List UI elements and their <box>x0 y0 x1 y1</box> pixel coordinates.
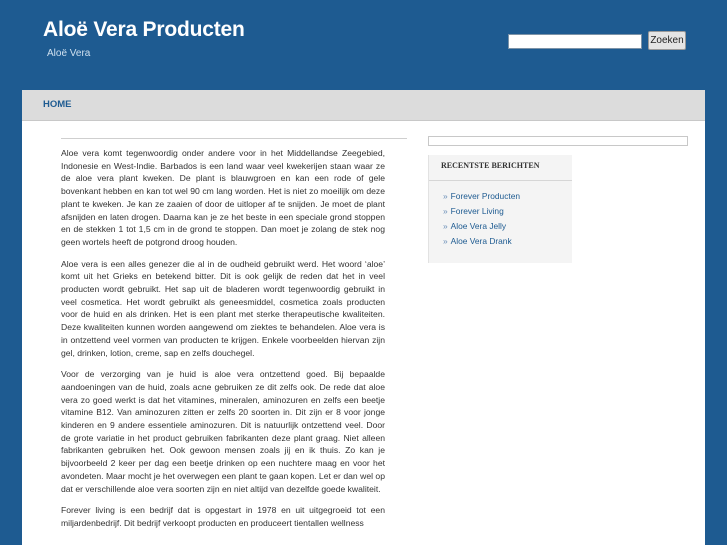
widget-title: RECENTSTE BERICHTEN <box>429 155 572 181</box>
nav-item-home[interactable]: HOME <box>43 99 72 110</box>
list-item <box>443 204 520 219</box>
recent-posts-widget <box>428 155 572 263</box>
search-button[interactable]: Zoeken <box>648 31 686 50</box>
post-paragraph: Voor de verzorging van je huid is aloe vera ontzettend goed. Bij bepaalde aandoeningen van de huid, zoals acne gebruiken ze dit zelfs ook. De rede dat aloe vera zo goed werkt is dat het vitamines, mineralen, aminozuren en zelfs een beetje vitamine B12. Van aminozuren zitten er zelfs 20 soorten in. Dit zijn er 8 voor jonge kinderen en 9 andere essentiele aminozuren. Dit is natuurlijk ontzettend veel. Door de grote variatie in het product gebruiken fabrikanten deze plant graag. Niet alleen fabrikanten gebruiken het. Ook gewoon mensen zoals jij en ik thuis. Zo kan je bijvoorbeeld 2 keer per dag een beetje drinken op een nuchtere maag en voor het avondeten. Maar mocht je het overwegen een plant te gaan kopen. Let er dan wel op dat er verschillende aloe vera soorten zijn en niet altijd van dezelfde goede kwaliteit. <box>61 369 385 494</box>
post-paragraph: Forever living is een bedrijf dat is opgestart in 1978 en uit uitgegroeid tot een miljardenbedrijf. Dit bedrijf verkoopt producten en produceert tientallen wellness <box>61 505 385 528</box>
recent-post-link[interactable]: Forever Living <box>450 206 504 216</box>
list-item <box>443 189 520 204</box>
sidebar-empty-box <box>428 136 688 146</box>
list-item <box>443 234 520 249</box>
post-divider <box>61 138 407 139</box>
bullet-icon: » <box>443 236 448 246</box>
content-area <box>22 121 705 545</box>
recent-posts-list <box>443 189 520 249</box>
list-item <box>443 219 520 234</box>
bullet-icon: » <box>443 191 448 201</box>
site-tagline: Aloë Vera <box>47 48 91 59</box>
post-paragraph: Aloe vera is een alles genezer die al in de oudheid gebruikt werd. Het woord ‘aloe’ komt uit het Grieks en betekend bitter. Dit is ook gelijk de reden dat het in veel producten wordt gebruikt. Het sap uit de bladeren wordt tegenwoordig gebruikt in veel cosmetica. Het wordt gebruikt als geneesmiddel, cosmetica zoals producten voor de huid en als drinken. Het is een plant met sterke therapeutische kwaliteiten. Deze kwaliteiten kunnen worden aangewend om ziektes te behandelen. Aloe vera is in ontzettend veel vormen van producten te krijgen. Enkele voorbeelden hiervan zijn gel, drinken, lotion, creme, sap en zelfs douchegel. <box>61 258 385 358</box>
post-body <box>61 147 385 539</box>
bullet-icon: » <box>443 206 448 216</box>
main-nav <box>22 90 705 121</box>
site-title[interactable]: Aloë Vera Producten <box>43 18 245 41</box>
recent-post-link[interactable]: Aloe Vera Jelly <box>450 221 507 231</box>
bullet-icon: » <box>443 221 448 231</box>
recent-post-link[interactable]: Aloe Vera Drank <box>450 236 512 246</box>
recent-post-link[interactable]: Forever Producten <box>450 191 521 201</box>
search-input[interactable] <box>508 34 642 49</box>
site-header <box>0 0 727 90</box>
post-paragraph: Aloe vera komt tegenwoordig onder andere voor in het Middellandse Zeegebied, Indonesie en West-Indie. Barbados is een land waar veel kwekerijen staan waar ze de aloe vera plant kweken. De plant is blauwgroen en kan een rode of gele bovenkant hebben en kan tot wel 90 cm lang worden. Het is niet zo moeilijk om deze plant te kweken. Je kan ze zaaien of door de uitloper af te snijden. Je moet de plant afsnijden en laten drogen. Daarna kan je ze het beste in een speciale grond stoppen en de stekken 1 tot 1,5 cm in de grond te stoppen. Dan moet je zolang de stek nog geen wortels heeft de potgrond droog houden. <box>61 148 385 247</box>
